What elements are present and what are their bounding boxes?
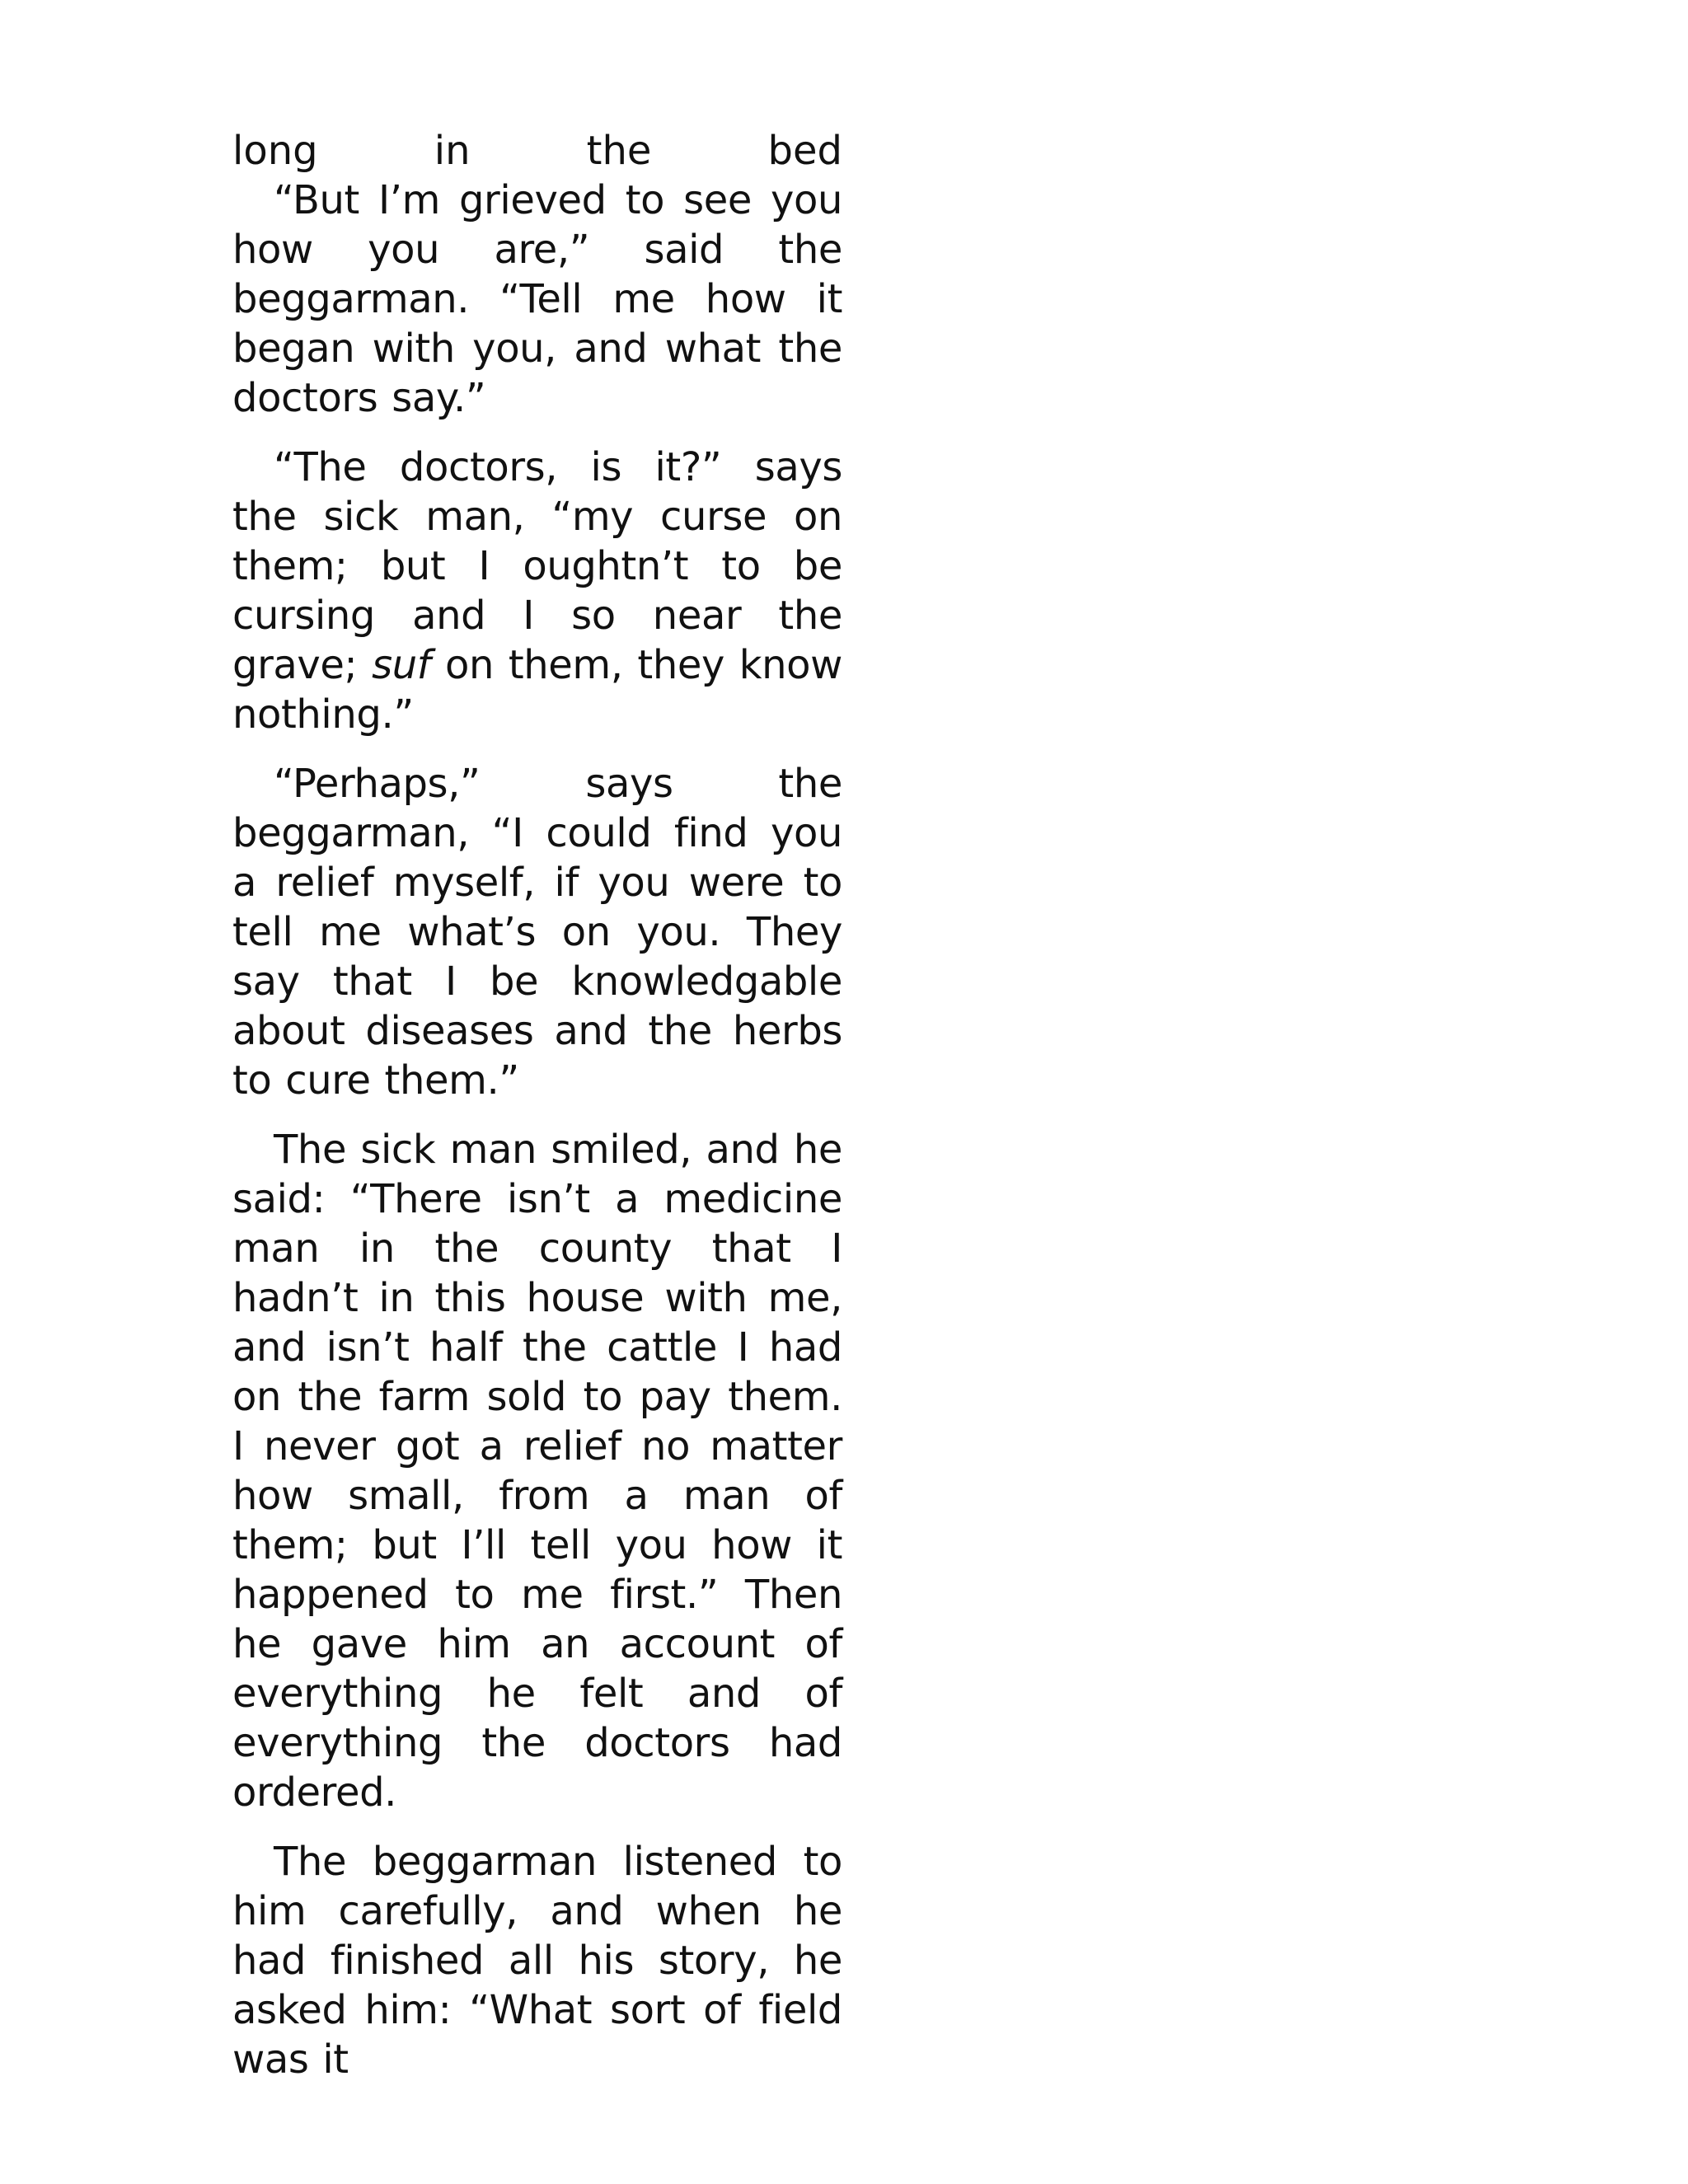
paragraph-2-text-b: on them, they know nothing.” <box>232 642 842 738</box>
paragraph-3: “Perhaps,” says the beggarman, “I could find you a relief myself, if you were to tell me what’s on you. They say that I be knowledgable about diseases and the herbs to cure them.” <box>232 761 842 1104</box>
cut-off-line: long in the bed <box>232 128 842 174</box>
paragraph-2 <box>232 443 842 739</box>
text-column <box>232 128 842 2083</box>
paragraph-4: The sick man smiled, and he said: “There isn’t a medicine man in the county that I hadn’t in this house with me, and isn’t half the cattle I had on the farm sold to pay them. I never got a relief no matter how small, from a man of them; but I’ll tell you how it happened to me first.” Then he gave him an account of everything he felt and of everything the doctors had ordered. <box>232 1127 842 1816</box>
paragraph-5: The beggarman listened to him carefully, and when he had finished all his story, he asked him: “What sort of field was it <box>232 1839 842 2083</box>
italic-word: suf <box>372 642 431 688</box>
paragraph-2-text-a: “The doctors, is it?” says the sick man, “my curse on them; but I oughtn’t to be cursing and I so near the grave; <box>232 444 842 688</box>
paragraph-1: “But I’m grieved to see you how you are,” said the beggarman. “Tell me how it began with you, and what the doctors say.” <box>232 177 842 421</box>
